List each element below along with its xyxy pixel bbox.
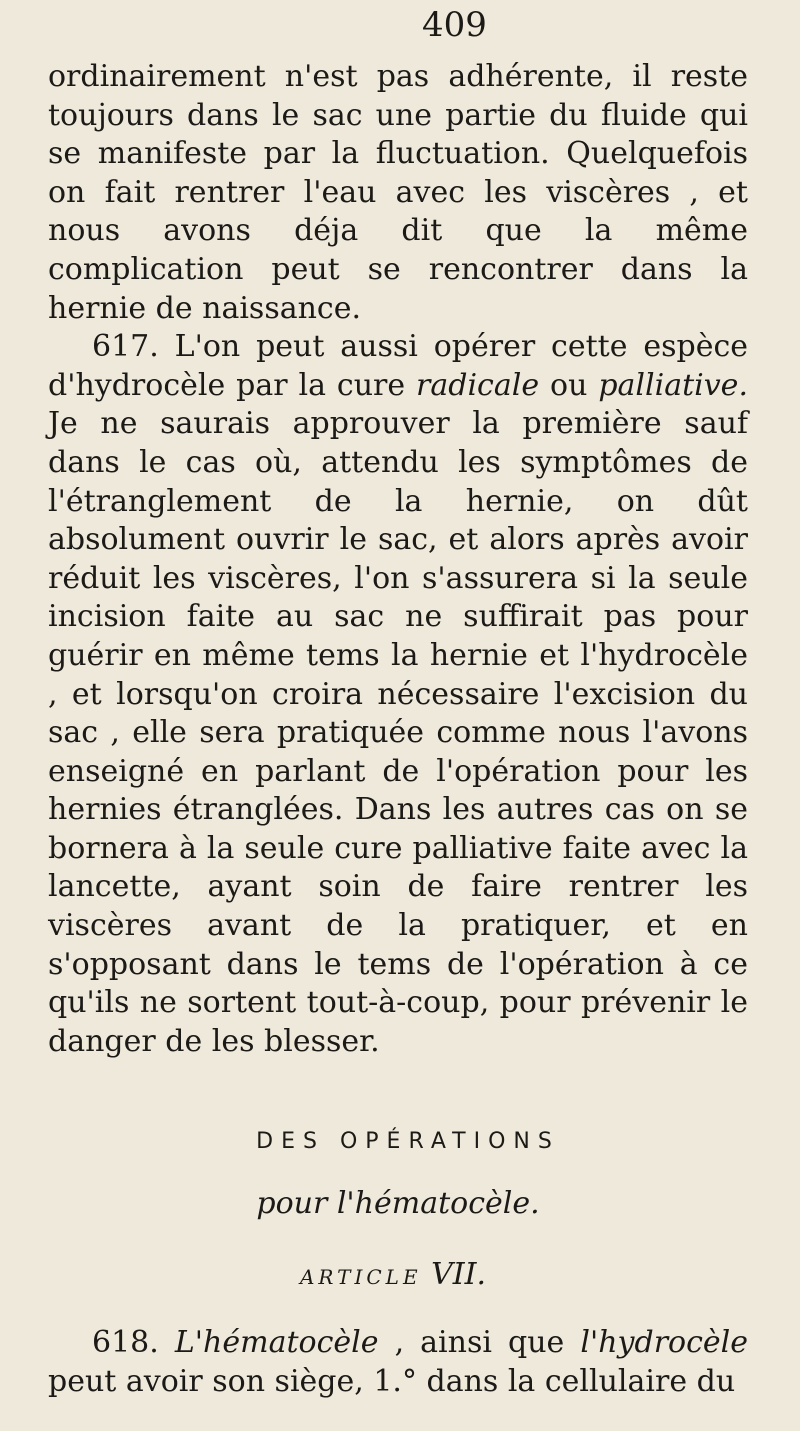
section-heading: DES OPÉRATIONS: [256, 1129, 560, 1155]
paragraph-617: [48, 328, 748, 1061]
italic-term: l'hydrocèle: [580, 1325, 749, 1361]
paragraph-text: ou: [550, 367, 588, 403]
paragraph-number: 618.: [92, 1325, 159, 1361]
italic-term: palliative.: [598, 367, 748, 403]
paragraph-continued: ordinairement n'est pas adhérente, il reste toujours dans le sac une partie du fluide qui se manifeste par la fluctuation. Quelquefois on fait rentrer l'eau avec les viscères , et nous avons déja dit que la même complication peut se rencontrer dans la hernie de naissance.: [48, 59, 748, 326]
paragraph-618: [48, 1324, 748, 1401]
paragraph-text: peut avoir son siège, 1.° dans la cellulaire du: [48, 1364, 736, 1400]
italic-term: radicale: [416, 367, 540, 403]
paragraph-number: 617.: [92, 329, 159, 365]
section-subheading: pour l'hématocèle.: [256, 1186, 540, 1222]
page-number: 409: [422, 5, 487, 45]
italic-term: L'hématocèle: [174, 1325, 379, 1361]
article-heading: [48, 1257, 748, 1292]
paragraph-text: Je ne saurais approuver la première sauf dans le cas où, attendu les symptômes de l'étranglement de la hernie, on dût absolument ouvrir le sac, et alors après avoir réduit les viscères, l'on s'assurera si la seule incision faite au sac ne suffirait pas pour guérir en même tems la hernie et l'hydrocèle , et lorsqu'on croira nécessaire l'excision du sac , elle sera pratiquée comme nous l'avons enseigné en parlant de l'opération pour les hernies étranglées. Dans les autres cas on se bornera à la seule cure palliative faite avec la lancette, ayant soin de faire rentrer les viscères avant de la pratiquer, et en s'opposant dans le tems de l'opération à ce qu'ils ne sortent tout-à-coup, pour prévenir le danger de les blesser.: [48, 406, 748, 1059]
article-label: ARTICLE: [299, 1265, 422, 1290]
paragraph-text: , ainsi que: [394, 1325, 565, 1361]
paragraph-text: L'on peut aussi opérer cette espèce d'hydrocèle par la cure: [48, 329, 748, 403]
article-number: VII.: [431, 1257, 487, 1293]
